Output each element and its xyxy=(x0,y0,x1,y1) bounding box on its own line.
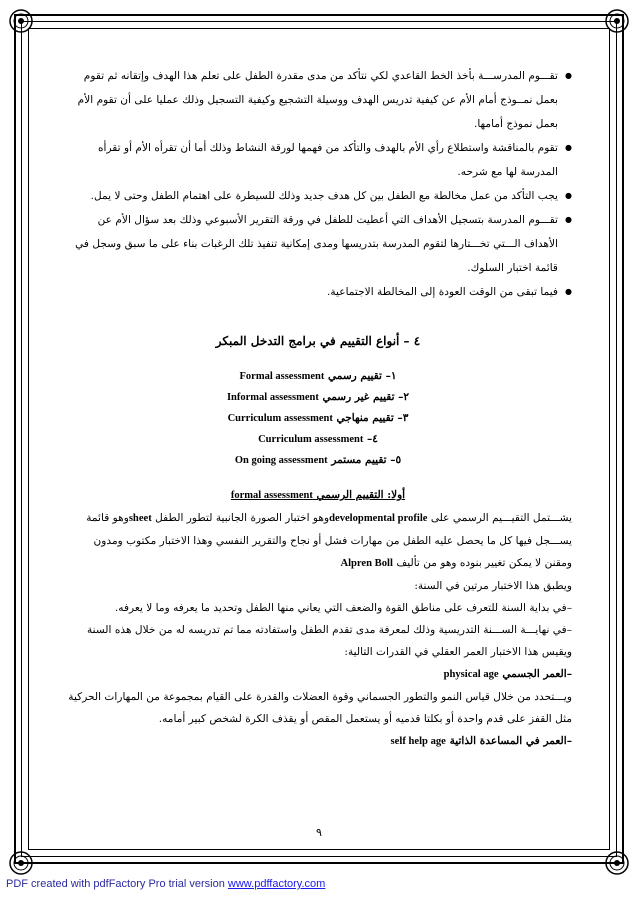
section-heading: ٤ – أنواع التقييم في برامج التدخل المبكر xyxy=(215,334,421,348)
paragraph: –في نهايـــة الســـنة التدريسية وذلك لمعرفة مدى تقدم الطفل واستفادته مما تم تدريسه له من خلال هذه السنة ويقيس هذا الاختبار العمر العقلي في القدرات التالية: xyxy=(86,624,572,658)
paragraph: ويـــتحدد من خلال قياس النمو والتطور الجسماني وقوة العضلات والقدرة على القيام بمجموعة من المهارات الحركية مثل القفز على قدم واحدة أو بكلتا قدميه أو يستعمل المقص أو يقذف الكرة لشخص كبير أمامه. xyxy=(68,691,572,725)
assessment-types-list xyxy=(64,366,572,471)
item-label-ar: ٣– تقييم منهاجي xyxy=(336,412,409,424)
paragraph: ويطبق هذا الاختبار مرتين في السنة: xyxy=(414,580,572,592)
list-item: ● تقـــوم المدرسة بتسجيل الأهداف التي أعطيت للطفل في ورقة التقرير الأسبوعي وذلك بعد سؤال الأم عن الأهداف الـــتي تخـــتارها لتقوم المدرسة بتدريسها ومدى إمكانية تنفيذ تلك الرغبات بناء على ما سبق وسجل في قائمة اختبار السلوك. xyxy=(64,208,572,280)
paragraph: –في بداية السنة للتعرف على مناطق القوة والضعف التي يعاني منها الطفل وتحديد ما يعرفه وما لا يعرفه. xyxy=(114,602,572,614)
document-body xyxy=(64,64,572,753)
corner-ornament-icon xyxy=(604,8,630,34)
item-label-ar: ٢– تقييم غير رسمي xyxy=(322,391,410,403)
procedure-bullet-list xyxy=(64,64,572,304)
pdf-footer: PDF created with pdfFactory Pro trial version www.pdffactory.com xyxy=(6,878,326,890)
item-label-ar: ٥– تقييم مستمر xyxy=(331,454,402,466)
corner-ornament-icon xyxy=(604,850,630,876)
list-item xyxy=(64,450,572,471)
list-item: ● فيما تبقى من الوقت العودة إلى المخالطة الاجتماعية. xyxy=(64,280,572,304)
item-label-en: On going assessment xyxy=(234,455,328,466)
item-label-ar: ٤– xyxy=(363,433,378,445)
item-label-en: Informal assessment xyxy=(226,392,319,403)
list-item: ● يجب التأكد من عمل مخالطة مع الطفل بين كل هدف جديد وذلك للسيطرة على اهتمام الطفل وحتى لا يمل. xyxy=(64,184,572,208)
paragraph-heading: –العمر الجسمي physical age xyxy=(443,668,572,680)
corner-ornament-icon xyxy=(8,8,34,34)
list-item: ● تقـــوم المدرســـة بأخذ الخط القاعدي لكي نتأكد من مدى مقدرة الطفل على تعلم هذا الهدف وإتقانه ثم تقوم بعمل نمــوذج أمام الأم عن كيفية تدريس الهدف ووسيلة التشجيع وكيفية التسجيل وذلك عمليا على أن تقوم الأم بعمل نموذج أمامها. xyxy=(64,64,572,136)
item-label-ar: ١– تقييم رسمي xyxy=(328,370,397,382)
corner-ornament-icon xyxy=(8,850,34,876)
page-number: ٩ xyxy=(316,826,322,839)
pdffactory-link[interactable]: www.pdffactory.com xyxy=(227,878,326,890)
item-label-en: Curriculum assessment xyxy=(227,413,333,424)
item-label-en: Curriculum assessment xyxy=(258,434,364,445)
item-label-en: Formal assessment xyxy=(239,371,325,382)
list-item xyxy=(64,408,572,429)
list-item xyxy=(64,366,572,387)
paragraph-heading: –العمر في المساعدة الذاتية self help age xyxy=(390,735,572,747)
list-item xyxy=(64,387,572,408)
list-item: ● تقوم بالمناقشة واستطلاع رأي الأم بالهدف والتأكد من فهمها لورقة النشاط وذلك أما أن تقرأه الأم أو تقرأه المدرسة لها مع شرحه. xyxy=(64,136,572,184)
list-item xyxy=(64,429,572,450)
paragraph: يشـــتمل التقيـــيم الرسمي على developmental profileوهو اختبار الصورة الجانبية لتطور الطفل sheetوهو قائمة يســـجل فيها كل ما يحصل عليه الطفل من مهارات فشل أو نجاح والتقرير النفسي وهذا الاختبار مكتوب ومدون ومقنن لا يمكن تغيير بنوده وهو من تأليف Alpren Boll xyxy=(86,512,572,569)
subsection-title: أولا: التقييم الرسمي formal assessment xyxy=(230,489,406,501)
